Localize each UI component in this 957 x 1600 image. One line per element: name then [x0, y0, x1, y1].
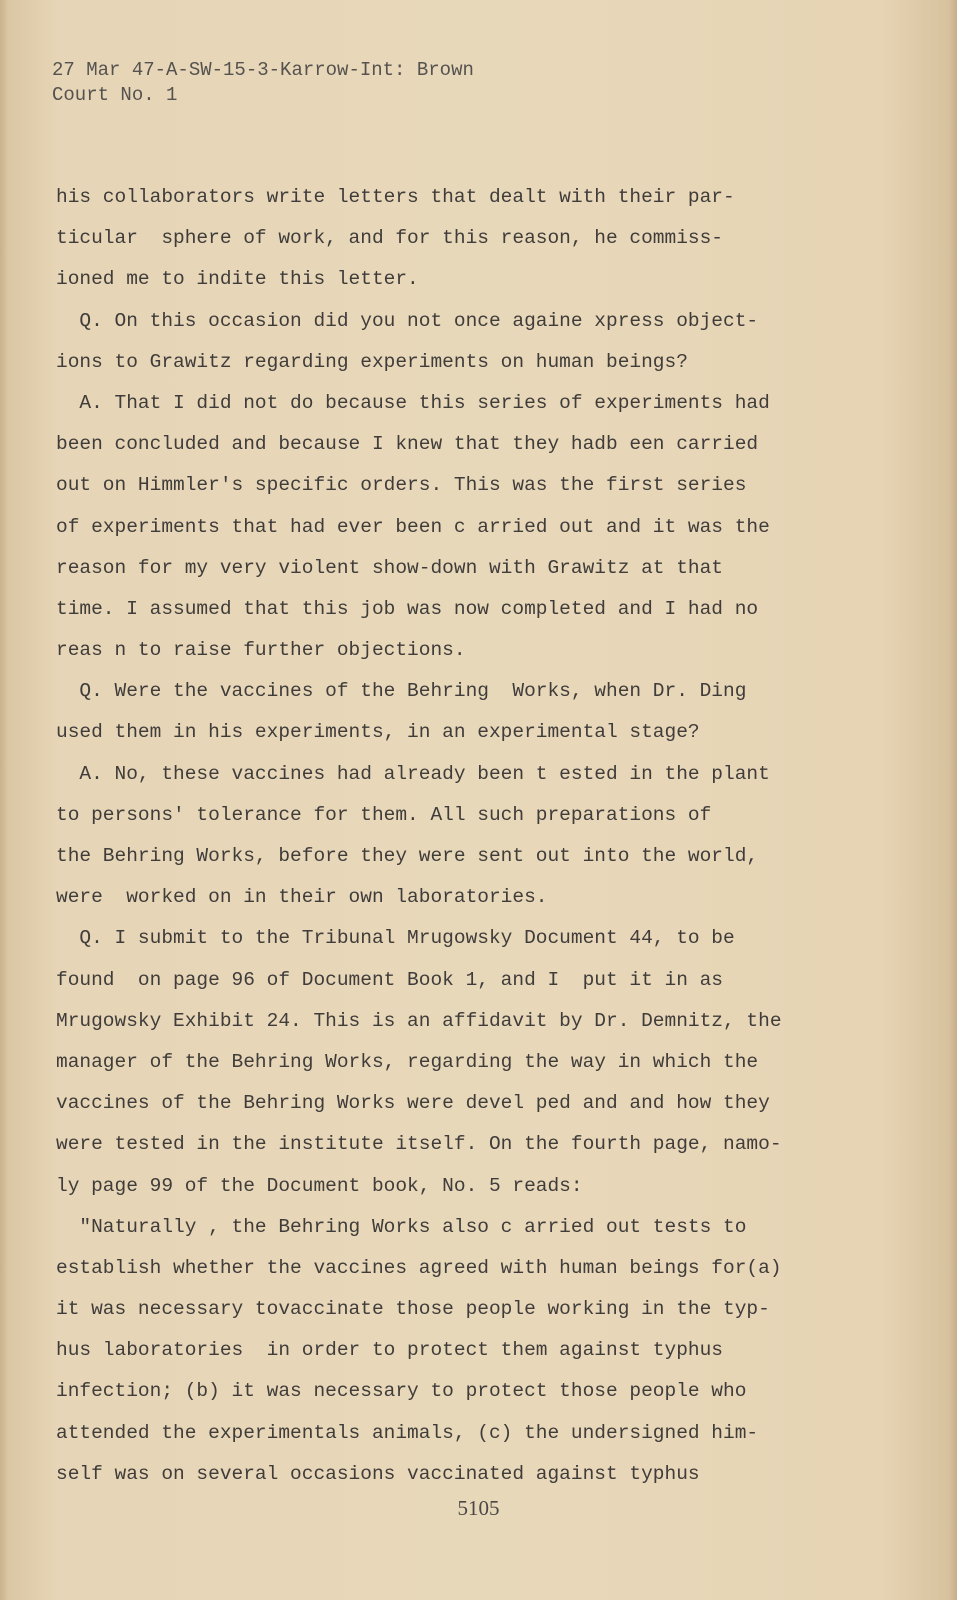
- text-line: were tested in the institute itself. On the fourth page, namo-: [56, 1133, 782, 1156]
- text-line: it was necessary tovaccinate those people working in the typ-: [56, 1298, 770, 1321]
- text-line: Q. Were the vaccines of the Behring Works, when Dr. Ding: [56, 680, 747, 703]
- text-line: reas n to raise further objections.: [56, 639, 466, 662]
- text-line: Mrugowsky Exhibit 24. This is an affidavit by Dr. Demnitz, the: [56, 1009, 782, 1032]
- text-line: been concluded and because I knew that they hadb een carried: [56, 433, 759, 456]
- text-line: ly page 99 of the Document book, No. 5 reads:: [56, 1174, 583, 1197]
- text-line: to persons' tolerance for them. All such preparations of: [56, 803, 712, 826]
- header-reference: 27 Mar 47-A-SW-15-3-Karrow-Int: Brown: [52, 59, 474, 81]
- text-line: A. No, these vaccines had already been t ested in the plant: [56, 762, 770, 785]
- text-line: ticular sphere of work, and for this reason, he commiss-: [56, 227, 724, 250]
- text-line: infection; (b) it was necessary to protect those people who: [56, 1380, 747, 1403]
- paper-edge-left: [0, 0, 8, 1600]
- text-line: Q. I submit to the Tribunal Mrugowsky Document 44, to be: [56, 927, 735, 950]
- text-line: time. I assumed that this job was now completed and I had no: [56, 597, 759, 620]
- text-line: manager of the Behring Works, regarding the way in which the: [56, 1050, 759, 1073]
- text-line: found on page 96 of Document Book 1, and I put it in as: [56, 968, 724, 991]
- text-line: self was on several occasions vaccinated against typhus: [56, 1462, 700, 1485]
- text-line: of experiments that had ever been c arried out and it was the: [56, 515, 770, 538]
- text-line: his collaborators write letters that dealt with their par-: [56, 186, 735, 208]
- text-line: used them in his experiments, in an experimental stage?: [56, 721, 700, 744]
- text-line: establish whether the vaccines agreed with human beings for(a): [56, 1256, 782, 1279]
- text-line: A. That I did not do because this series of experiments had: [56, 391, 770, 414]
- text-line: hus laboratories in order to protect them against typhus: [56, 1339, 724, 1362]
- page-number: 5105: [457, 1496, 500, 1520]
- transcript-body: [56, 177, 916, 1495]
- header-court: Court No. 1: [52, 84, 178, 106]
- text-line: the Behring Works, before they were sent out into the world,: [56, 845, 759, 867]
- text-line: ioned me to indite this letter.: [56, 268, 419, 291]
- text-line: vaccines of the Behring Works were devel ped and and how they: [56, 1092, 770, 1115]
- document-header: [52, 58, 474, 108]
- text-line: attended the experimentals animals, (c) the undersigned him-: [56, 1421, 759, 1444]
- paper-edge-right: [949, 0, 957, 1600]
- text-line: were worked on in their own laboratories.: [56, 886, 548, 909]
- text-line: Q. On this occasion did you not once againe xpress object-: [56, 309, 759, 332]
- text-line: "Naturally , the Behring Works also c arried out tests to: [56, 1215, 747, 1238]
- text-line: ions to Grawitz regarding experiments on human beings?: [56, 350, 688, 373]
- text-line: reason for my very violent show-down with Grawitz at that: [56, 556, 724, 579]
- text-line: out on Himmler's specific orders. This was the first series: [56, 474, 747, 497]
